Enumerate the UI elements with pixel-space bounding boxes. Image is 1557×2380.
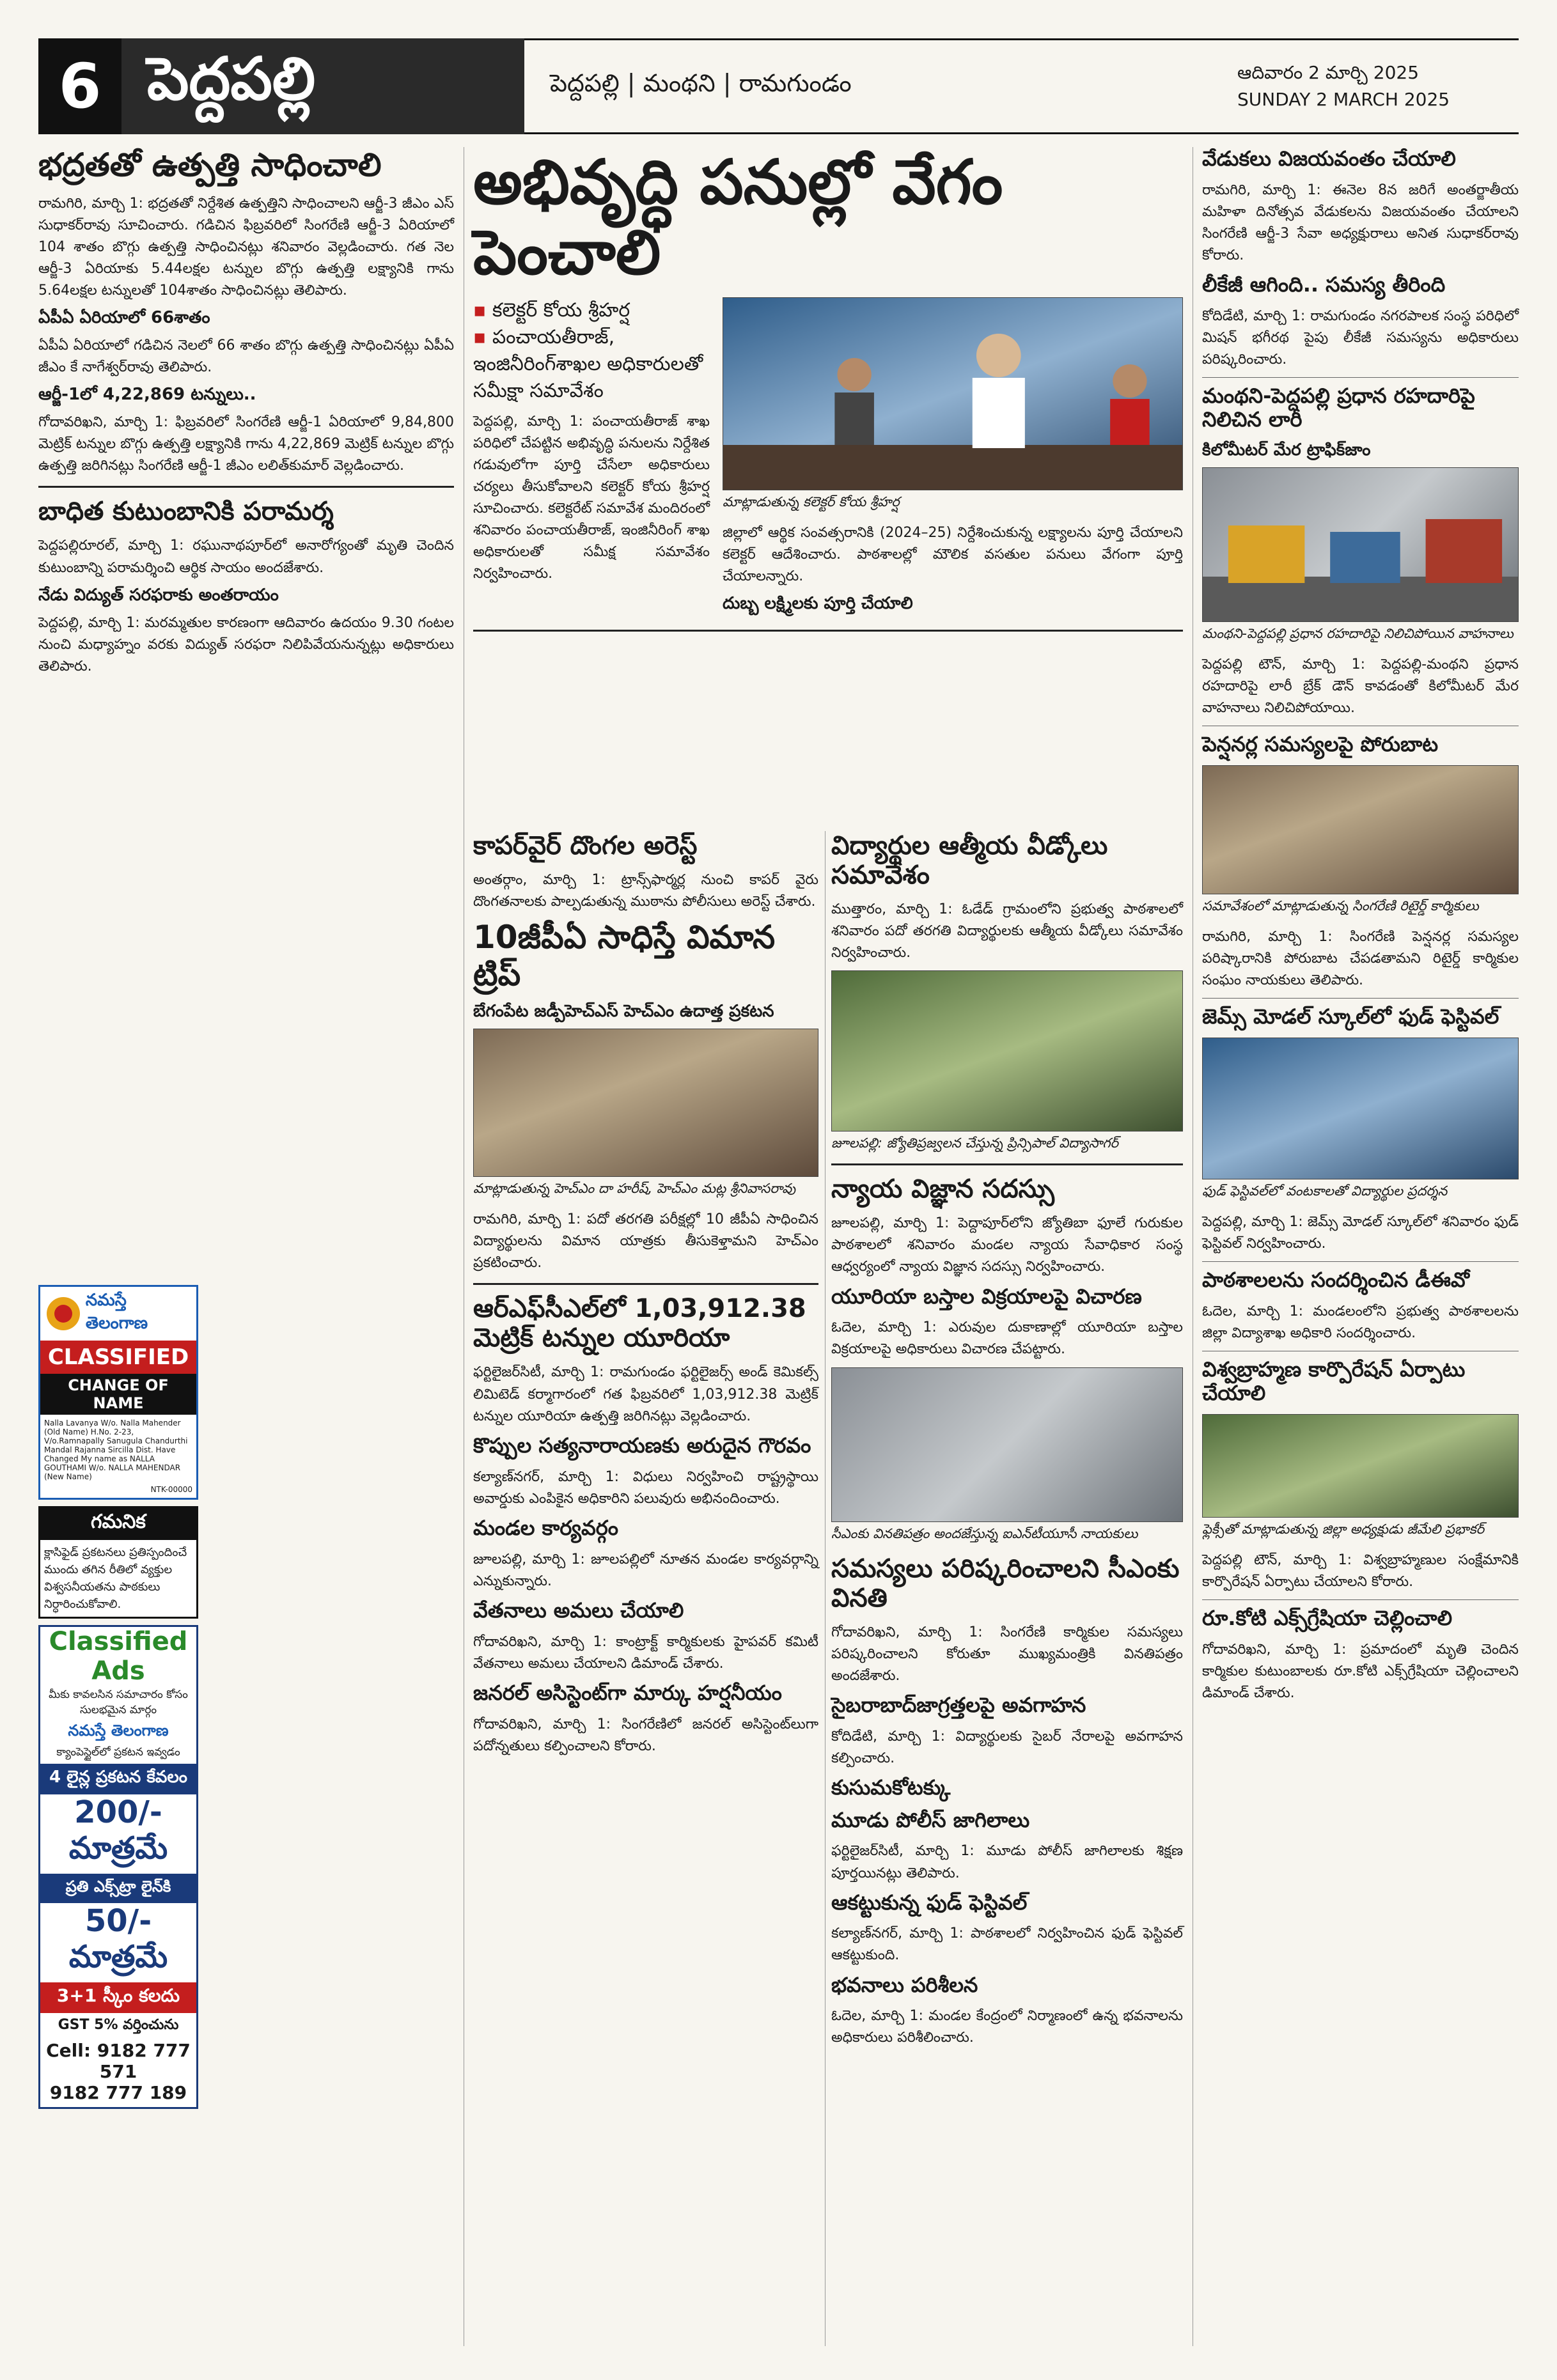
article-body: రామగిరి, మార్చి 1: సింగరేణి పెన్షనర్ల సమస్యల పరిష్కారానికి పోరుబాట చేపడతామని రిటైర్డ్ కార్మికుల సంఘం నాయకులు తెలిపారు. [1202, 928, 1519, 989]
promo-offer: మీకు కావలసిన సమాచారం కోసం సులభమైన మార్గం [49, 1688, 188, 1716]
promo-price-extra: 50/- మాత్రమే [68, 1903, 168, 1975]
article-headline: జనరల్ అసిస్టెంట్‌గా మార్కు హర్షనీయం [473, 1680, 782, 1705]
article-subhead: ఆర్జీ-1లో 4,22,869 టన్నులు.. [38, 385, 256, 405]
notice-title: గమనిక [40, 1508, 196, 1540]
article-headline: కొప్పుల సత్యనారాయణకు అరుదైన గౌరవం [473, 1433, 811, 1458]
classified-box [38, 1285, 198, 1500]
column-right [1202, 147, 1519, 1711]
article-headline: లీకేజీ ఆగింది.. సమస్య తీరింది [1202, 272, 1446, 297]
article-headline: భద్రతతో ఉత్పత్తి సాధించాలి [38, 146, 382, 183]
article-body: రామగిరి, మార్చి 1: ఈనెల 8న జరిగే అంతర్జాతీయ మహిళా దినోత్సవ వేడుకలను విజయవంతం చేయాలని సింగరేణి ఆర్జీ-3 సేవా అధ్యక్షురాలు అనిత సుధాకర్‌రావు కోరారు. [1202, 182, 1519, 264]
lead-photo-caption: మాట్లాడుతున్న కలెక్టర్ కోయ శ్రీహర్ష [723, 494, 900, 509]
article-headline: భవనాలు పరిశీలన [831, 1972, 978, 1997]
traffic-photo [1202, 467, 1519, 622]
article-headline: ఆకట్టుకున్న ఫుడ్ ఫెస్టివల్ [831, 1890, 1028, 1915]
article-headline: యూరియా బస్తాల విక్రయాలపై విచారణ [831, 1284, 1142, 1309]
notice-text: క్లాసిఫైడ్ ప్రకటనలు ప్రతిస్పందించే ముందు తగిన రీతిలో వ్యక్తుల విశ్వసనీయతను పాఠకులు నిర్ధారించుకోవాలి. [44, 1546, 187, 1611]
article-body: గోదావరిఖని, మార్చి 1: కాంట్రాక్ట్ కార్మికులకు హైపవర్ కమిటీ వేతనాలు అమలు చేయాలని డిమాండ్ చేశారు. [473, 1633, 818, 1672]
article-body: ఓదెల, మార్చి 1: మండల కేంద్రంలో నిర్మాణంలో ఉన్న భవనాలను అధికారులు పరిశీలించారు. [831, 2008, 1183, 2046]
date-telugu: ఆదివారం 2 మార్చి 2025 [1237, 62, 1420, 83]
promo-scheme: 3+1 స్కీం కలదు [40, 1982, 196, 2013]
farewell-photo-caption: జూలపల్లి: జ్యోతిప్రజ్వలన చేస్తున్న ప్రిన్సిపాల్ విద్యాసాగర్ [831, 1135, 1118, 1151]
article-body: గోదావరిఖని, మార్చి 1: సింగరేణి కార్మికుల సమస్యలు పరిష్కరించాలని కోరుతూ ముఖ్యమంత్రికి వినతిపత్రం అందజేశారు. [831, 1624, 1183, 1684]
article-headline: 10జీపీఏ సాధిస్తే విమాన ట్రిప్ [473, 919, 776, 993]
pensioners-photo [1202, 765, 1519, 894]
article-body: పెద్దపల్లిరూరల్, మార్చి 1: రఘునాథపూర్‌లో అనారోగ్యంతో మృతి చెందిన కుటుంబాన్ని పరామర్శించి ఆర్థిక సాయం అందజేశారు. [38, 538, 454, 576]
masthead [38, 38, 1519, 134]
article-body: ఫర్టిలైజర్‌సిటీ, మార్చి 1: మూడు పోలీస్ జాగిలాలకు శిక్షణ పూర్తయినట్లు తెలిపారు. [831, 1843, 1183, 1881]
page-number: 6 [38, 38, 121, 134]
article-body: పెద్దపల్లి టౌన్, మార్చి 1: పెద్దపల్లి-మంథని ప్రధాన రహదారిపై లారీ బ్రేక్ డౌన్ కావడంతో కిలోమీటర్ మేర వాహనాలు నిలిచిపోయాయి. [1202, 656, 1519, 717]
classified-promo [38, 1625, 198, 2109]
article-body: గోదావరిఖని, మార్చి 1: ప్రమాదంలో మృతి చెందిన కార్మికుల కుటుంబాలకు రూ.కోటి ఎక్స్‌గ్రేషియా చెల్లించాలని డిమాండ్ చేశారు. [1202, 1641, 1519, 1701]
promo-cell-2: 9182 777 189 [49, 2082, 187, 2103]
article-headline: విశ్వబ్రాహ్మణ కార్పొరేషన్ ఏర్పాటు చేయాలి [1202, 1357, 1466, 1405]
article-body: ఫర్టిలైజర్‌సిటీ, మార్చి 1: రామగుండం ఫర్టిలైజర్స్ అండ్ కెమికల్స్ లిమిటెడ్ కర్మాగారంలో గత ఫిబ్రవరిలో 1,03,912.38 మెట్రిక్ టన్నుల యూరియా ఉత్పత్తి జరిగినట్లు వెల్లడించారు. [473, 1364, 818, 1424]
lead-bullets [473, 297, 710, 405]
memorandum-photo [831, 1367, 1183, 1522]
article-body: అంతర్గాం, మార్చి 1: ట్రాన్స్‌ఫార్మర్ల నుంచి కాపర్ వైరు దొంగతనాలకు పాల్పడుతున్న ముఠాను పోలీసులు అరెస్ట్ చేశారు. [473, 872, 818, 910]
emblem-icon [44, 1295, 82, 1333]
article-headline: పెన్షనర్ల సమస్యలపై పోరుబాట [1202, 732, 1439, 757]
article-body: కోదిడేటి, మార్చి 1: రామగుండం నగరపాలక సంస్థ పరిధిలో మిషన్ భగీరథ పైపు లీకేజీ సమస్యను అధికారులు పరిష్కరించారు. [1202, 307, 1519, 368]
lead-bullet: ▪ పంచాయతీరాజ్, ఇంజినీరింగ్‌శాఖల అధికారులతో సమీక్షా సమావేశం [473, 324, 710, 405]
farewell-photo [831, 970, 1183, 1132]
article-body: పెద్దపల్లి, మార్చి 1: మరమ్మతుల కారణంగా ఆదివారం ఉదయం 9.30 గంటల నుంచి మధ్యాహ్నం వరకు విద్యుత్ సరఫరా నిలిపివేయనున్నట్లు అధికారులు తెలిపారు. [38, 614, 454, 674]
center-lower-right [831, 831, 1183, 2056]
dateline [1237, 38, 1519, 134]
corporation-photo [1202, 1414, 1519, 1518]
change-of-name: CHANGE OF NAME [40, 1374, 196, 1415]
promo-offer-2: క్యాంపెస్టైల్‌లో ప్రకటన ఇవ్వడం [56, 1746, 180, 1759]
article-headline: సైబరాబాద్‌జాగ్రత్తలపై అవగాహన [831, 1692, 1086, 1717]
classified-title: CLASSIFIED [40, 1341, 196, 1374]
article-body: పెద్దపల్లి, మార్చి 1: పంచాయతీరాజ్ శాఖ పరిధిలో చేపట్టిన అభివృద్ధి పనులను నిర్దేశిత గడువులోగా పూర్తి చేసేలా అధికారులు చర్యలు తీసుకోవాలని కలెక్టర్ కోయ శ్రీహర్ష సూచించారు. కలెక్టరేట్ సమావేశ మందిరంలో శనివారం పంచాయతీరాజ్, ఇంజినీరింగ్ శాఖ అధికారులతో సమీక్ష సమావేశం నిర్వహించారు. [473, 413, 710, 582]
article-body: ఓదెల, మార్చి 1: ఎరువుల దుకాణాల్లో యూరియా బస్తాల విక్రయాలపై అధికారులు విచారణ చేపట్టారు. [831, 1319, 1183, 1358]
promo-cell: Cell: 9182 777 571 [46, 2040, 191, 2082]
center-top [473, 147, 1183, 641]
article-headline: బాధిత కుటుంబానికి పరామర్శ [38, 497, 334, 527]
promo-brand: నమస్తే తెలంగాణ [68, 1722, 169, 1739]
article-subhead: కిలోమీటర్ మేర ట్రాఫిక్‌జాం [1202, 440, 1371, 460]
date-english: SUNDAY 2 MARCH 2025 [1237, 89, 1450, 110]
subsections: పెద్దపల్లి | మంథని | రామగుండం [524, 38, 1237, 134]
article-headline: పాఠశాలలను సందర్శించిన డీఈవో [1202, 1268, 1469, 1293]
article-headline: న్యాయ విజ్ఞాన సదస్సు [831, 1174, 1055, 1204]
article-headline: మండల కార్యవర్గం [473, 1515, 618, 1540]
article-headline: రూ.కోటి ఎక్స్‌గ్రేషియా చెల్లించాలి [1202, 1605, 1453, 1630]
article-body: రామగిరి, మార్చి 1: భద్రతతో నిర్దేశిత ఉత్పత్తిని సాధించాలని ఆర్జీ-3 జీఎం ఎస్ సుధాకర్‌రావు సూచించారు. గడిచిన ఫిబ్రవరిలో సింగరేణి ఆర్జీ-3 ఏరియాలో 104 శాతం బొగ్గు ఉత్పత్తి సాధించినట్లు శనివారం వెల్లడించారు. గత నెల ఆర్జీ-3 ఏరియాకు 5.44లక్షల టన్నుల బొగ్గు ఉత్పత్తి లక్ష్యానికి గాను 5.64లక్షల టన్నులతో 104శాతం సాధించినట్లు తెలిపారు. [38, 195, 454, 299]
article-body: గోదావరిఖని, మార్చి 1: ఫిబ్రవరిలో సింగరేణి ఆర్జీ-1 ఏరియాలో 9,84,800 మెట్రిక్ టన్నుల బొగ్గు ఉత్పత్తి లక్ష్యానికి గాను 4,22,869 మెట్రిక్ టన్నుల బొగ్గు ఉత్పత్తి జరిగినట్లు సింగరేణి ఆర్జీ-1 జీఎం లలిత్‌కుమార్ వెల్లడించారు. [38, 414, 454, 474]
article-body: జిల్లాలో ఆర్థిక సంవత్సరానికి (2024–25) నిర్దేశించుకున్న లక్ష్యాలను పూర్తి చేయాలని కలెక్టర్ ఆదేశించారు. పాఠశాలల్లో మౌలిక వసతుల పనులు వేగంగా పూర్తి చేయాలన్నారు. [723, 524, 1183, 584]
article-headline: జెమ్స్ మోడల్ స్కూల్‌లో ఫుడ్ ఫెస్టివల్ [1202, 1004, 1499, 1029]
column-left [38, 147, 454, 684]
ntk-code: NTK-00000 [150, 1485, 192, 1494]
lorry-jam-photo [1203, 468, 1518, 621]
promo-lines: 4 లైన్ల ప్రకటన కేవలం [40, 1764, 196, 1794]
article-body: ముత్తారం, మార్చి 1: ఓడేడ్ గ్రామంలోని ప్రభుత్వ పాఠశాలలో శనివారం పదో తరగతి విద్యార్థులకు ఆత్మీయ వీడ్కోలు సమావేశం నిర్వహించారు. [831, 901, 1183, 961]
article-headline: కాపర్‌వైర్ దొంగల అరెస్ట్ [473, 831, 698, 860]
article-body: జూలపల్లి, మార్చి 1: పెద్దాపూర్‌లోని జ్యోతిబా ఫూలే గురుకుల పాఠశాలలో శనివారం మండల న్యాయ సేవాధికార సంస్థ ఆధ్వర్యంలో న్యాయ విజ్ఞాన సదస్సు నిర్వహించారు. [831, 1215, 1183, 1275]
article-headline: వేడుకలు విజయవంతం చేయాలి [1202, 146, 1456, 171]
article-body: కల్యాణ్‌నగర్, మార్చి 1: విధులు నిర్వహించి రాష్ట్రస్థాయి అవార్డుకు ఎంపికైన అధికారిని పలువురు అభినందించారు. [473, 1468, 818, 1507]
article-headline: కుసుమకోటక్కు [831, 1775, 951, 1800]
classified-ads-logo: Classified Ads [49, 1627, 188, 1686]
traffic-photo-caption: మంథని-పెద్దపల్లి ప్రధాన రహదారిపై నిలిచిపోయిన వాహనాలు [1202, 625, 1514, 641]
promo-price: 200/- మాత్రమే [68, 1794, 168, 1866]
brand-name: నమస్తే తెలంగాణ [85, 1291, 148, 1333]
section-title: పెద్దపల్లి [121, 38, 524, 134]
article-headline: మూడు పోలీస్ జాగిలాలు [831, 1807, 1030, 1832]
article-body: పెద్దపల్లి, మార్చి 1: జెమ్స్ మోడల్ స్కూల్‌లో శనివారం ఫుడ్ ఫెస్టివల్ నిర్వహించారు. [1202, 1214, 1519, 1252]
lead-bullet: ▪ కలెక్టర్ కోయ శ్రీహర్ష [473, 297, 710, 324]
article-subhead: బేగంపేట జడ్పీహెచ్‌ఎస్ హెచ్‌ఎం ఉదాత్త ప్రకటన [473, 1002, 774, 1022]
article-subhead: దుబ్బ లక్ష్మిలకు పూర్తి చేయాలి [723, 594, 913, 614]
collector-meeting-photo [723, 298, 1182, 490]
article-headline: ఆర్‌ఎఫ్‌సీఎల్‌లో 1,03,912.38 మెట్రిక్ టన్నుల యూరియా [473, 1294, 806, 1353]
article-body: ఏపీఏ ఏరియాలో గడిచిన నెలలో 66 శాతం బొగ్గు ఉత్పత్తి సాధించినట్లు ఏపీఏ జీఎం కే నాగేశ్వర్‌రావు తెలిపారు. [38, 337, 454, 376]
article-subhead: నేడు విద్యుత్ సరఫరాకు అంతరాయం [38, 585, 279, 605]
article-body: పెద్దపల్లి టౌన్, మార్చి 1: విశ్వబ్రాహ్మణుల సంక్షేమానికి కార్పొరేషన్ ఏర్పాటు చేయాలని కోరారు. [1202, 1552, 1519, 1590]
article-headline: సమస్యలు పరిష్కరించాలని సీఎంకు వినతి [831, 1553, 1180, 1613]
memorandum-photo-caption: సీఎంకు వినతిపత్రం అందజేస్తున్న ఐఎన్‌టీయూసీ నాయకులు [831, 1525, 1138, 1541]
article-subhead: ఏపీఏ ఏరియాలో 66శాతం [38, 307, 210, 327]
center-lower-left [473, 831, 818, 1764]
article-body: కల్యాణ్‌నగర్, మార్చి 1: పాఠశాలలో నిర్వహించిన ఫుడ్ ఫెస్టివల్ ఆకట్టుకుంది. [831, 1925, 1183, 1964]
notice-box [38, 1506, 198, 1619]
pensioners-photo-caption: సమావేశంలో మాట్లాడుతున్న సింగరేణి రిటైర్డ్ కార్మికులు [1202, 898, 1479, 914]
promo-gst: GST 5% వర్తించును [58, 2017, 179, 2033]
food-festival-photo [1202, 1038, 1519, 1179]
promo-extra: ప్రతి ఎక్స్‌ట్రా లైన్‌కి [40, 1874, 196, 1903]
food-festival-photo-caption: ఫుడ్ ఫెస్టివల్‌లో వంటకాలతో విద్యార్థుల ప్రదర్శన [1202, 1183, 1448, 1199]
name-notice: Nalla Lavanya W/o. Nalla Mahender (Old Name) H.No. 2-23, V/o.Ramnapally Sanugula Chandurthi Mandal Rajanna Sircilla Dist. Have Changed My name as NALLA GOUTHAMI W/o. NALLA MAHENDAR (New Name) [44, 1419, 188, 1481]
article-body: ఓదెల, మార్చి 1: మండలంలోని ప్రభుత్వ పాఠశాలలను జిల్లా విద్యాశాఖ అధికారి సందర్శించారు. [1202, 1303, 1519, 1342]
corporation-photo-caption: ఫ్లెక్సీతో మాట్లాడుతున్న జిల్లా అధ్యక్షుడు జీమేలి ప్రభాకర్ [1202, 1521, 1485, 1537]
school-photo [473, 1029, 818, 1177]
article-body: గోదావరిఖని, మార్చి 1: సింగరేణిలో జనరల్ అసిస్టెంట్‌లుగా పదోన్నతులు కల్పించాలని కోరారు. [473, 1716, 818, 1754]
article-body: రామగిరి, మార్చి 1: పదో తరగతి పరీక్షల్లో 10 జీపీఏ సాధించిన విద్యార్థులను విమాన యాత్రకు తీసుకెళ్తామని హెచ్‌ఎం ప్రకటించారు. [473, 1211, 818, 1272]
article-headline: వేతనాలు అమలు చేయాలి [473, 1598, 684, 1622]
school-photo-caption: మాట్లాడుతున్న హెచ్‌ఎం దా హరీష్, హెచ్‌ఎం మట్ల శ్రీనివాసరావు [473, 1181, 796, 1197]
article-body: కోదిడేటి, మార్చి 1: విద్యార్థులకు సైబర్ నేరాలపై అవగాహన కల్పించారు. [831, 1728, 1183, 1766]
article-headline: విద్యార్థుల ఆత్మీయ వీడ్కోలు సమావేశం [831, 831, 1108, 890]
article-headline: మంథని-పెద్దపల్లి ప్రధాన రహదారిపై నిలిచిన లారీ [1202, 384, 1475, 432]
lead-photo [723, 297, 1183, 490]
classified-ads [38, 1285, 198, 2115]
article-body: జూలపల్లి, మార్చి 1: జూలపల్లిలో నూతన మండల కార్యవర్గాన్ని ఎన్నుకున్నారు. [473, 1551, 818, 1589]
lead-headline: అభివృద్ధి పనుల్లో వేగం పెంచాలి [473, 146, 1003, 289]
